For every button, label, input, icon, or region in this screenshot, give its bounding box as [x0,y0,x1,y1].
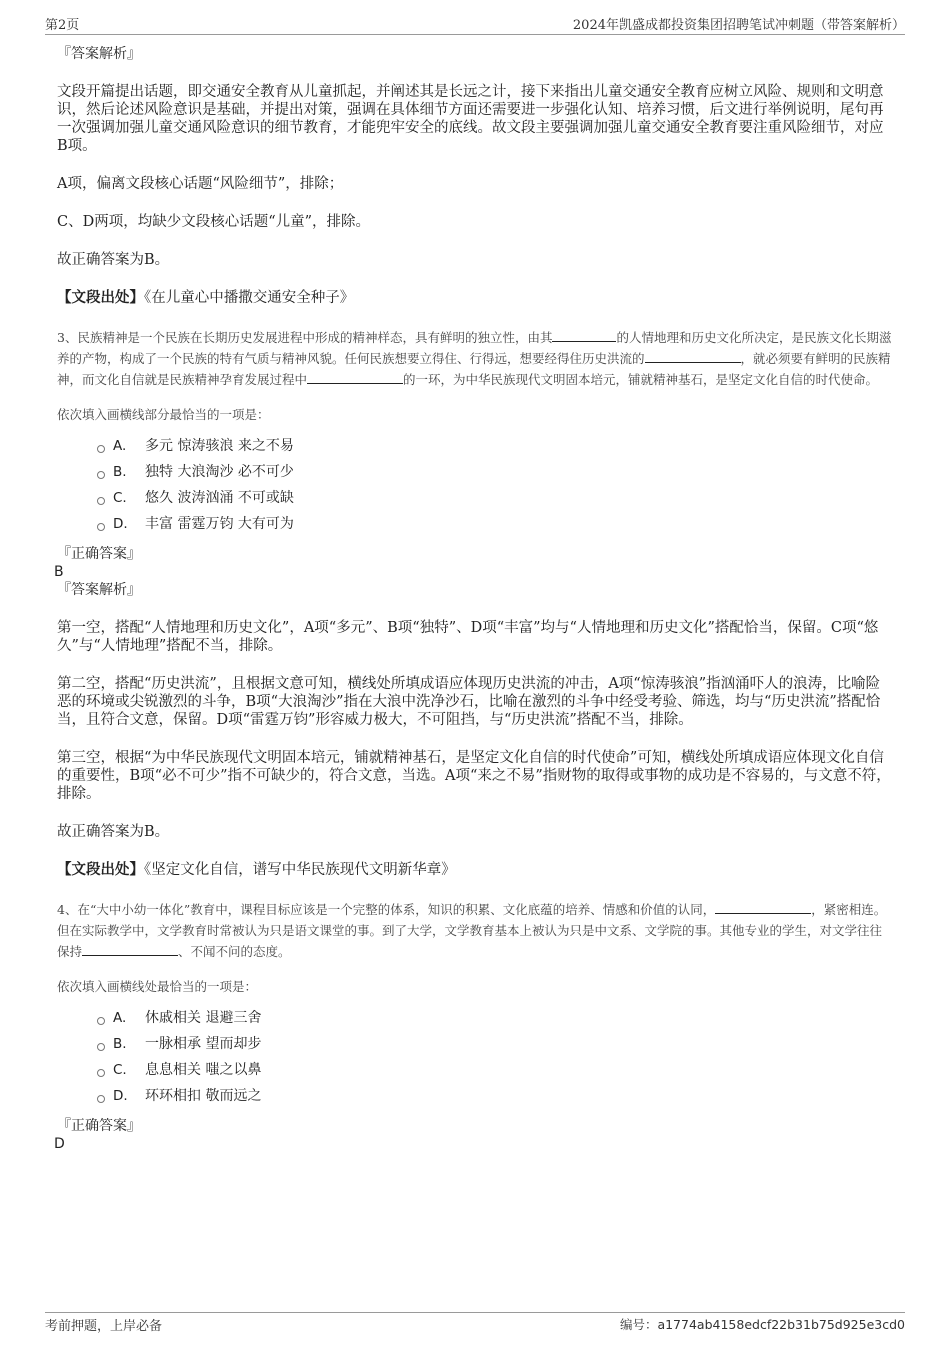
q3-option-b[interactable] [97,459,892,485]
option-letter: D. [113,1088,128,1104]
page-footer [45,1312,905,1335]
q3-analysis-p4: 故正确答案为B。 [57,824,170,840]
q3-source-text: 《坚定文化自信，谱写中华民族现代文明新华章》 [144,862,456,878]
radio-icon[interactable] [97,1069,105,1077]
option-text: 多元 惊涛骇浪 来之不易 [145,438,294,454]
q3-answer: B [54,564,64,580]
q4-option-c[interactable] [97,1057,892,1083]
q2-analysis-p4: 故正确答案为B。 [57,252,170,268]
page-number: 第2页 [45,18,80,33]
q4-stem-part3: 、不闻不问的态度。 [178,944,291,959]
q4-stem [57,899,892,962]
q3-analysis-p1: 第一空，搭配“人情地理和历史文化”，A项“多元”、B项“独特”、D项“丰富”均与“人情地理和历史文化”搭配恰当，保留。C项“悠久”与“人情地理”搭配不当，排除。 [57,620,879,654]
q4-option-b[interactable] [97,1031,892,1057]
option-text: 独特 大浪淘沙 必不可少 [145,464,294,480]
radio-icon[interactable] [97,497,105,505]
q4-stem-part1: 4、在“大中小幼一体化”教育中，课程目标应该是一个完整的体系，知识的积累、文化底蕴的培养、情感和价值的认同， [57,902,716,917]
q3-option-d[interactable] [97,511,892,537]
q3-options [97,433,892,537]
q2-analysis-p3: C、D两项，均缺少文段核心话题“儿童”，排除。 [57,214,371,230]
radio-icon[interactable] [97,523,105,531]
q3-stem-part1: 3、民族精神是一个民族在长期历史发展进程中形成的精神样态，具有鲜明的独立性，由其 [57,330,553,345]
q3-prompt: 依次填入画横线部分最恰当的一项是： [57,407,270,422]
option-letter: C. [113,1062,127,1078]
option-letter: A. [113,1010,127,1026]
option-text: 休戚相关 退避三舍 [145,1010,262,1026]
q3-analysis-p2: 第二空，搭配“历史洪流”，且根据文意可知，横线处所填成语应体现历史洪流的冲击，A项“惊涛骇浪”指汹涌吓人的浪涛，比喻险恶的环境或尖锐激烈的斗争，B项“大浪淘沙”指在大浪中洗净沙石，比喻在激烈的斗争中经受考验、筛选，均与“历史洪流”搭配恰当，且符合文意，保留。D项“雷霆万钧”形容威力极大，不可阻挡，与“历史洪流”搭配不当，排除。 [57,676,881,728]
option-letter: D. [113,516,128,532]
document-title: 2024年凯盛成都投资集团招聘笔试冲刺题（带答案解析） [572,18,905,33]
document-body [54,45,892,1153]
q4-options [97,1005,892,1109]
q3-source [57,861,892,879]
q3-analysis-label: 『答案解析』 [57,582,141,598]
q3-blank-3 [307,371,403,384]
option-letter: B. [113,1036,127,1052]
q3-option-c[interactable] [97,485,892,511]
q3-blank-2 [645,350,741,363]
option-text: 丰富 雷霆万钧 大有可为 [145,516,294,532]
page-header [45,14,905,35]
q4-answer: D [54,1136,65,1152]
q3-blank-1 [552,329,616,342]
q2-analysis-label: 『答案解析』 [57,46,141,62]
option-text: 一脉相承 望而却步 [145,1036,262,1052]
document-id: 编号：a1774ab4158edcf22b31b75d925e3cd0 [619,1317,905,1332]
radio-icon[interactable] [97,1095,105,1103]
q4-answer-label: 『正确答案』 [57,1118,141,1134]
q2-source-label: 【文段出处】 [57,289,144,306]
option-text: 环环相扣 敬而远之 [145,1088,262,1104]
q3-stem-part4: 的一环，为中华民族现代文明固本培元，铺就精神基石，是坚定文化自信的时代使命。 [403,372,879,387]
q4-blank-2 [82,943,178,956]
q3-answer-label: 『正确答案』 [57,546,141,562]
q4-prompt: 依次填入画横线处最恰当的一项是： [57,979,258,994]
q2-source-text: 《在儿童心中播撒交通安全种子》 [144,290,355,306]
q4-option-a[interactable] [97,1005,892,1031]
q3-source-label: 【文段出处】 [57,861,144,878]
radio-icon[interactable] [97,1017,105,1025]
q2-source [57,289,892,307]
radio-icon[interactable] [97,445,105,453]
q2-analysis-p1: 文段开篇提出话题，即交通安全教育从儿童抓起，并阐述其是长远之计，接下来指出儿童交通安全教育应树立风险、规则和文明意识，然后论述风险意识是基础，并提出对策，强调在具体细节方面还需要进一步强化认知、培养习惯，后文进行举例说明，尾句再一次强调加强儿童交通风险意识的细节教育，才能兜牢安全的底线。故文段主要强调加强儿童交通安全教育要注重风险细节，对应B项。 [57,84,884,154]
option-text: 息息相关 嗤之以鼻 [145,1062,262,1078]
option-letter: B. [113,464,127,480]
q3-option-a[interactable] [97,433,892,459]
q3-stem [57,327,892,390]
radio-icon[interactable] [97,471,105,479]
q4-blank-1 [715,901,811,914]
q2-analysis-p2: A项，偏离文段核心话题“风险细节”，排除； [57,176,344,192]
q4-stem-part2: ，紧密相连。但在实际教学中，文学教育时常被认为只是语文课堂的事。到了大学，文学教育基本上被认为只是中文系、文学院的事。其他专业的学生，对文学往往保持 [57,902,887,959]
q4-option-d[interactable] [97,1083,892,1109]
q3-analysis-p3: 第三空，根据“为中华民族现代文明固本培元，铺就精神基石，是坚定文化自信的时代使命”可知，横线处所填成语应体现文化自信的重要性，B项“必不可少”指不可缺少的，符合文意，当选。A项“来之不易”指财物的取得或事物的成功是不容易的，与文意不符，排除。 [57,750,891,802]
radio-icon[interactable] [97,1043,105,1051]
option-text: 悠久 波涛汹涌 不可或缺 [145,490,294,506]
option-letter: A. [113,438,127,454]
option-letter: C. [113,490,127,506]
q3-stem-part2: 的人情地理和历史文化所决定，是民族文化长期滋养的产物，构成了一个民族的特有气质与精神风貌。任何民族想要立得住、行得远，想要经得住历史洪流的 [57,330,892,366]
footer-slogan: 考前押题，上岸必备 [45,1319,163,1334]
q3-stem-part3: ，就必须要有鲜明的民族精神，而文化自信就是民族精神孕育发展过程中 [57,351,891,387]
